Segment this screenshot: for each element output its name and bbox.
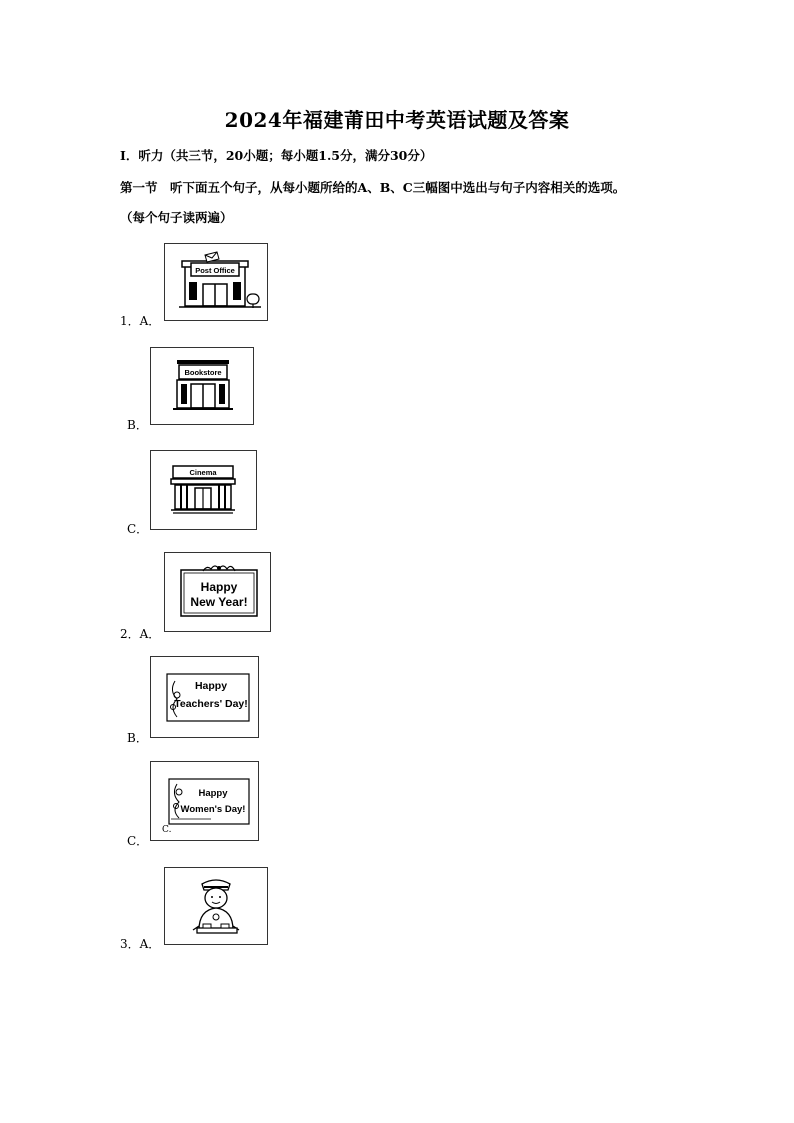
cook-with-tray-image[interactable]: [164, 867, 268, 945]
new-year-card-line1: Happy: [200, 580, 238, 594]
bookstore-image[interactable]: [150, 347, 254, 425]
cinema-image[interactable]: [150, 450, 257, 530]
womens-day-card-image[interactable]: [150, 761, 259, 841]
option-label-3a: 3．A．: [120, 937, 161, 951]
teachers-day-card-image[interactable]: [150, 656, 259, 738]
bookstore-sign: Bookstore: [184, 368, 222, 377]
teachers-day-card-line2: Teachers' Day!: [174, 698, 248, 710]
womens-day-inner-label: C.: [162, 825, 172, 835]
option-label-1b: B．: [127, 418, 148, 432]
cinema-sign: Cinema: [189, 468, 217, 477]
post-office-sign: Post Office: [195, 266, 235, 275]
teachers-day-card-line1: Happy: [194, 680, 228, 692]
option-label-2c: C．: [127, 834, 149, 848]
option-label-2a: 2．A．: [120, 627, 161, 641]
part-one-instruction: 第一节 听下面五个句子，从每小题所给的A、B、C三幅图中选出与句子内容相关的选项。: [120, 180, 626, 195]
option-label-2b: B．: [127, 731, 148, 745]
option-label-1a: 1．A．: [120, 314, 161, 328]
womens-day-card-line1: Happy: [198, 788, 228, 799]
new-year-card-line2: New Year!: [190, 595, 248, 609]
post-office-image[interactable]: [164, 243, 268, 321]
part-one-note: （每个句子读两遍）: [120, 210, 233, 225]
listening-section-heading: Ⅰ．听力（共三节，20小题；每小题1.5分，满分30分）: [120, 148, 433, 163]
new-year-card-image[interactable]: [164, 552, 271, 632]
womens-day-card-line2: Women's Day!: [180, 804, 246, 815]
page-title: 2024年福建莆田中考英语试题及答案: [224, 108, 570, 132]
option-label-1c: C．: [127, 522, 149, 536]
